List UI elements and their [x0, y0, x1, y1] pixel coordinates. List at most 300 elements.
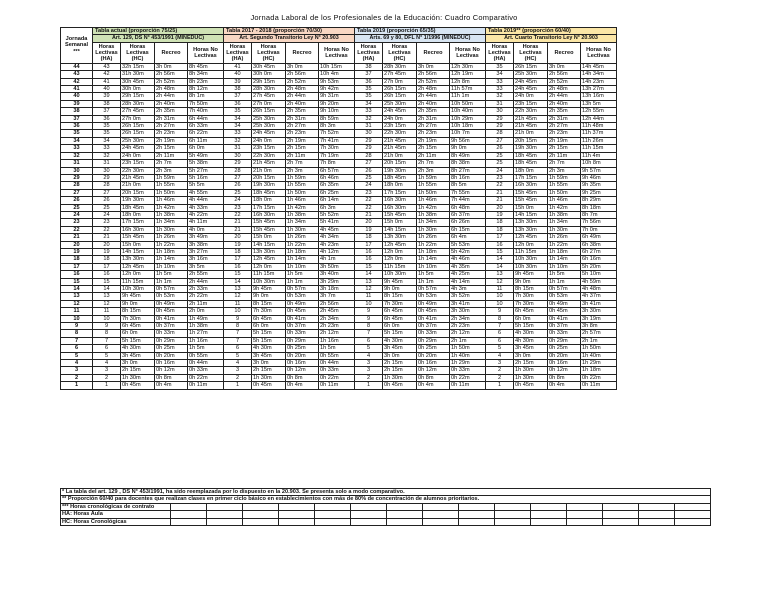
- recreo-cell: 0h 16m: [155, 360, 188, 367]
- no-lectivas-cell: 9h 56m: [450, 137, 486, 144]
- no-lectivas-cell: 12h 30m: [450, 63, 486, 70]
- hours-ha-cell: 34: [224, 123, 252, 130]
- recreo-cell: 2h 40m: [417, 100, 450, 107]
- hours-hc-cell: 25h 30m: [383, 100, 417, 107]
- no-lectivas-cell: 12h 44m: [581, 115, 617, 122]
- recreo-cell: 0h 57m: [286, 286, 319, 293]
- jornada-cell: 21: [61, 234, 93, 241]
- recreo-cell: 2h 19m: [155, 137, 188, 144]
- no-lectivas-cell: 3h 41m: [581, 300, 617, 307]
- hours-hc-cell: 12h 45m: [514, 234, 548, 241]
- note-text: ** Proporción 60/40 para docentes que realizan clases en primer ciclo básico en establecimientos con más de 80% de concentración de alumnos prioritarios.: [61, 496, 711, 503]
- no-lectivas-cell: 2h 44m: [188, 278, 224, 285]
- no-lectivas-cell: 5h 20m: [581, 263, 617, 270]
- header-lectivas-hc: Horas Lectivas (HC): [383, 42, 417, 63]
- no-lectivas-cell: 7h 55m: [450, 189, 486, 196]
- no-lectivas-cell: 3h 30m: [581, 308, 617, 315]
- table-row: [61, 219, 617, 226]
- hours-hc-cell: 8h 15m: [252, 300, 286, 307]
- recreo-cell: 2h 27m: [548, 123, 581, 130]
- recreo-cell: 3h 0m: [286, 63, 319, 70]
- recreo-cell: 0h 12m: [548, 367, 581, 374]
- recreo-cell: 1h 59m: [548, 174, 581, 181]
- no-lectivas-cell: 4h 11m: [188, 219, 224, 226]
- recreo-cell: 1h 38m: [548, 211, 581, 218]
- hours-ha-cell: 14: [486, 256, 514, 263]
- hours-ha-cell: 10: [486, 293, 514, 300]
- recreo-cell: 0h 33m: [155, 330, 188, 337]
- hours-hc-cell: 24h 45m: [121, 145, 155, 152]
- hours-ha-cell: 33: [224, 130, 252, 137]
- hours-hc-cell: 21h 45m: [514, 123, 548, 130]
- hours-hc-cell: 26h 15m: [252, 108, 286, 115]
- hours-ha-cell: 30: [486, 108, 514, 115]
- header-recreo: Recreo: [548, 42, 581, 63]
- hours-hc-cell: 19h 30m: [252, 182, 286, 189]
- header-lectivas-hc: Horas Lectivas (HC): [514, 42, 548, 63]
- hours-hc-cell: 17h 15m: [383, 189, 417, 196]
- recreo-cell: 0h 53m: [417, 293, 450, 300]
- no-lectivas-cell: 10h 4m: [319, 71, 355, 78]
- no-lectivas-cell: 2h 12m: [319, 330, 355, 337]
- recreo-cell: 2h 44m: [548, 93, 581, 100]
- recreo-cell: 0h 29m: [155, 337, 188, 344]
- hours-hc-cell: 2h 15m: [121, 367, 155, 374]
- table-row: [61, 115, 617, 122]
- no-lectivas-cell: 3h 27m: [188, 248, 224, 255]
- note-empty-cell: [171, 518, 207, 525]
- table-row: [61, 323, 617, 330]
- hours-hc-cell: 21h 45m: [383, 137, 417, 144]
- no-lectivas-cell: 9h 53m: [319, 78, 355, 85]
- hours-ha-cell: 33: [486, 86, 514, 93]
- jornada-cell: 30: [61, 167, 93, 174]
- header-no-lectivas: Horas No Lectivas: [450, 42, 486, 63]
- no-lectivas-cell: 1h 40m: [581, 352, 617, 359]
- hours-ha-cell: 40: [224, 71, 252, 78]
- hours-ha-cell: 28: [486, 130, 514, 137]
- hours-ha-cell: 15: [486, 248, 514, 255]
- page-title: Jornada Laboral de los Profesionales de la Educación: Cuadro Comparativo: [250, 13, 518, 22]
- no-lectivas-cell: 11h 15m: [581, 145, 617, 152]
- hours-ha-cell: 1: [224, 382, 252, 389]
- hours-ha-cell: 30: [224, 152, 252, 159]
- hours-hc-cell: 18h 0m: [383, 182, 417, 189]
- no-lectivas-cell: 8h 16m: [450, 174, 486, 181]
- recreo-cell: 2h 7m: [286, 160, 319, 167]
- jornada-cell: 15: [61, 278, 93, 285]
- hours-hc-cell: 7h 30m: [514, 300, 548, 307]
- table-row: [61, 182, 617, 189]
- note-empty-cell: [675, 503, 711, 510]
- hours-ha-cell: 14: [93, 286, 121, 293]
- hours-ha-cell: 30: [93, 167, 121, 174]
- table-row: [61, 241, 617, 248]
- hours-ha-cell: 41: [224, 63, 252, 70]
- hours-ha-cell: 35: [355, 86, 383, 93]
- jornada-cell: 22: [61, 226, 93, 233]
- table-row: [61, 137, 617, 144]
- hours-hc-cell: 3h 45m: [514, 345, 548, 352]
- note-empty-cell: [351, 503, 387, 510]
- jornada-cell: 1: [61, 382, 93, 389]
- no-lectivas-cell: 9h 35m: [581, 182, 617, 189]
- no-lectivas-cell: 2h 55m: [188, 271, 224, 278]
- no-lectivas-cell: 9h 0m: [450, 145, 486, 152]
- hours-hc-cell: 5h 15m: [383, 330, 417, 337]
- no-lectivas-cell: 0h 22m: [319, 374, 355, 381]
- recreo-cell: 2h 31m: [548, 115, 581, 122]
- note-empty-cell: [171, 503, 207, 510]
- no-lectivas-cell: 6h 33m: [188, 123, 224, 130]
- recreo-cell: 0h 33m: [417, 330, 450, 337]
- recreo-cell: 1h 5m: [155, 271, 188, 278]
- no-lectivas-cell: 6h 46m: [319, 174, 355, 181]
- hours-ha-cell: 11: [486, 286, 514, 293]
- note-empty-cell: [495, 518, 531, 525]
- recreo-cell: 2h 15m: [155, 145, 188, 152]
- hours-hc-cell: 21h 0m: [514, 130, 548, 137]
- hours-ha-cell: 37: [93, 108, 121, 115]
- hours-hc-cell: 14h 15m: [514, 211, 548, 218]
- header-lectivas-ha: Horas Lectivas (HA): [93, 42, 121, 63]
- hours-hc-cell: 13h 30m: [383, 234, 417, 241]
- hours-ha-cell: 14: [486, 263, 514, 270]
- hours-ha-cell: 25: [486, 160, 514, 167]
- hours-ha-cell: 9: [355, 315, 383, 322]
- hours-hc-cell: 12h 45m: [121, 263, 155, 270]
- recreo-cell: 1h 14m: [417, 256, 450, 263]
- hours-ha-cell: 6: [224, 345, 252, 352]
- no-lectivas-cell: 4h 3m: [450, 286, 486, 293]
- hours-hc-cell: 22h 30m: [121, 167, 155, 174]
- no-lectivas-cell: 4h 34m: [319, 234, 355, 241]
- hours-ha-cell: 17: [224, 256, 252, 263]
- hours-hc-cell: 9h 0m: [514, 278, 548, 285]
- recreo-cell: 1h 26m: [155, 234, 188, 241]
- hours-ha-cell: 5: [224, 352, 252, 359]
- notes-table: [60, 488, 711, 526]
- hours-ha-cell: 19: [93, 248, 121, 255]
- no-lectivas-cell: 6h 44m: [188, 115, 224, 122]
- note-text: *** Horas cronológicas de contrato: [61, 503, 171, 510]
- recreo-cell: 1h 42m: [286, 204, 319, 211]
- hours-hc-cell: 0h 45m: [514, 382, 548, 389]
- hours-hc-cell: 20h 15m: [121, 189, 155, 196]
- hours-ha-cell: 15: [93, 278, 121, 285]
- recreo-cell: 1h 14m: [155, 256, 188, 263]
- recreo-cell: 1h 22m: [286, 241, 319, 248]
- hours-hc-cell: 25h 30m: [121, 137, 155, 144]
- recreo-cell: 1h 1m: [155, 278, 188, 285]
- no-lectivas-cell: 1h 50m: [581, 345, 617, 352]
- no-lectivas-cell: 6h 3m: [319, 204, 355, 211]
- hours-hc-cell: 3h 45m: [121, 352, 155, 359]
- no-lectivas-cell: 1h 50m: [450, 345, 486, 352]
- note-empty-cell: [603, 518, 639, 525]
- note-empty-cell: [675, 518, 711, 525]
- recreo-cell: 0h 16m: [548, 360, 581, 367]
- hours-hc-cell: 29h 15m: [121, 93, 155, 100]
- hours-ha-cell: 39: [224, 78, 252, 85]
- recreo-cell: 2h 56m: [155, 71, 188, 78]
- jornada-cell: 32: [61, 152, 93, 159]
- hours-ha-cell: 4: [355, 352, 383, 359]
- recreo-cell: 2h 3m: [286, 167, 319, 174]
- recreo-cell: 2h 40m: [286, 100, 319, 107]
- hours-ha-cell: 9: [486, 308, 514, 315]
- recreo-cell: 1h 38m: [417, 211, 450, 218]
- hours-hc-cell: 15h 45m: [514, 189, 548, 196]
- note-text: HA: Horas Aula: [61, 511, 171, 518]
- hours-hc-cell: 3h 0m: [252, 360, 286, 367]
- note-empty-cell: [387, 518, 423, 525]
- table-row: [61, 145, 617, 152]
- hours-hc-cell: 31h 30m: [121, 71, 155, 78]
- no-lectivas-cell: 6h 14m: [319, 197, 355, 204]
- note-empty-cell: [315, 503, 351, 510]
- no-lectivas-cell: 0h 44m: [319, 360, 355, 367]
- recreo-cell: 0h 4m: [155, 382, 188, 389]
- no-lectivas-cell: 10h 7m: [450, 130, 486, 137]
- hours-ha-cell: 36: [355, 78, 383, 85]
- no-lectivas-cell: 5h 49m: [188, 152, 224, 159]
- table-row: [61, 93, 617, 100]
- recreo-cell: 1h 50m: [548, 189, 581, 196]
- hours-hc-cell: 18h 45m: [514, 152, 548, 159]
- note-empty-cell: [207, 511, 243, 518]
- hours-ha-cell: 16: [93, 271, 121, 278]
- note-empty-cell: [639, 511, 675, 518]
- hours-hc-cell: 9h 45m: [121, 293, 155, 300]
- jornada-cell: 35: [61, 130, 93, 137]
- no-lectivas-cell: 2h 12m: [450, 330, 486, 337]
- recreo-cell: 2h 35m: [286, 108, 319, 115]
- recreo-cell: 1h 50m: [417, 189, 450, 196]
- section-title-2: Tabla 2017 - 2018 (proporción 70/30): [224, 28, 355, 35]
- jornada-cell: 33: [61, 145, 93, 152]
- hours-ha-cell: 7: [355, 330, 383, 337]
- hours-ha-cell: 34: [355, 100, 383, 107]
- hours-ha-cell: 13: [93, 293, 121, 300]
- recreo-cell: 0h 4m: [417, 382, 450, 389]
- table-row: [61, 367, 617, 374]
- note-empty-cell: [243, 503, 279, 510]
- hours-ha-cell: 35: [355, 93, 383, 100]
- hours-hc-cell: 8h 15m: [514, 286, 548, 293]
- hours-hc-cell: 9h 0m: [252, 293, 286, 300]
- hours-hc-cell: 15h 0m: [383, 219, 417, 226]
- recreo-cell: 2h 56m: [548, 71, 581, 78]
- note-empty-cell: [603, 503, 639, 510]
- recreo-cell: 1h 46m: [286, 197, 319, 204]
- no-lectivas-cell: 6h 35m: [319, 182, 355, 189]
- recreo-cell: 1h 30m: [417, 226, 450, 233]
- hours-ha-cell: 18: [486, 219, 514, 226]
- hours-hc-cell: 23h 15m: [121, 160, 155, 167]
- hours-hc-cell: 30h 0m: [252, 71, 286, 78]
- jornada-cell: 36: [61, 123, 93, 130]
- hours-ha-cell: 7: [93, 337, 121, 344]
- no-lectivas-cell: 3h 38m: [188, 241, 224, 248]
- table-row: [61, 374, 617, 381]
- no-lectivas-cell: 3h 30m: [450, 308, 486, 315]
- hours-hc-cell: 27h 45m: [252, 93, 286, 100]
- note-row: [61, 503, 711, 510]
- no-lectivas-cell: 0h 22m: [188, 374, 224, 381]
- hours-hc-cell: 17h 15m: [252, 204, 286, 211]
- no-lectivas-cell: 8h 49m: [450, 152, 486, 159]
- header-jornada: Jornada Semanal ***: [61, 28, 93, 64]
- hours-ha-cell: 2: [486, 367, 514, 374]
- no-lectivas-cell: 8h 34m: [188, 71, 224, 78]
- recreo-cell: 1h 10m: [155, 263, 188, 270]
- jornada-cell: 6: [61, 345, 93, 352]
- jornada-cell: 34: [61, 137, 93, 144]
- jornada-cell: 26: [61, 197, 93, 204]
- no-lectivas-cell: 1h 16m: [319, 337, 355, 344]
- hours-ha-cell: 7: [224, 330, 252, 337]
- header-no-lectivas: Horas No Lectivas: [319, 42, 355, 63]
- no-lectivas-cell: 7h 52m: [319, 130, 355, 137]
- no-lectivas-cell: 0h 11m: [319, 382, 355, 389]
- no-lectivas-cell: 4h 45m: [319, 226, 355, 233]
- no-lectivas-cell: 2h 34m: [450, 315, 486, 322]
- note-row: [61, 496, 711, 503]
- hours-hc-cell: 6h 0m: [252, 323, 286, 330]
- section-law-1: Art. 129, DS N° 453/1991 (MINEDUC): [93, 35, 224, 42]
- hours-ha-cell: 30: [355, 130, 383, 137]
- hours-hc-cell: 20h 15m: [514, 137, 548, 144]
- hours-hc-cell: 8h 15m: [121, 308, 155, 315]
- no-lectivas-cell: 6h 37m: [450, 211, 486, 218]
- no-lectivas-cell: 9h 46m: [581, 174, 617, 181]
- hours-ha-cell: 32: [224, 137, 252, 144]
- note-empty-cell: [459, 503, 495, 510]
- hours-hc-cell: 20h 15m: [252, 174, 286, 181]
- hours-ha-cell: 39: [93, 93, 121, 100]
- no-lectivas-cell: 12h 55m: [581, 108, 617, 115]
- recreo-cell: 0h 57m: [548, 286, 581, 293]
- no-lectivas-cell: 5h 27m: [188, 167, 224, 174]
- hours-ha-cell: 28: [93, 182, 121, 189]
- no-lectivas-cell: 2h 1m: [450, 337, 486, 344]
- note-text: HC: Horas Cronológicas: [61, 518, 171, 525]
- no-lectivas-cell: 3h 7m: [319, 293, 355, 300]
- no-lectivas-cell: 9h 20m: [319, 100, 355, 107]
- note-row: [61, 518, 711, 525]
- note-empty-cell: [243, 511, 279, 518]
- hours-hc-cell: 10h 30m: [252, 278, 286, 285]
- hours-hc-cell: 16h 30m: [514, 182, 548, 189]
- note-empty-cell: [567, 503, 603, 510]
- hours-ha-cell: 13: [224, 286, 252, 293]
- hours-hc-cell: 3h 0m: [514, 352, 548, 359]
- recreo-cell: 2h 52m: [548, 78, 581, 85]
- hours-ha-cell: 43: [93, 63, 121, 70]
- jornada-cell: 24: [61, 211, 93, 218]
- hours-ha-cell: 5: [486, 345, 514, 352]
- table-row: [61, 256, 617, 263]
- recreo-cell: 0h 8m: [548, 374, 581, 381]
- recreo-cell: 0h 25m: [155, 345, 188, 352]
- hours-ha-cell: 26: [93, 197, 121, 204]
- hours-hc-cell: 10h 30m: [121, 286, 155, 293]
- no-lectivas-cell: 8h 3m: [319, 123, 355, 130]
- recreo-cell: 2h 15m: [417, 145, 450, 152]
- hours-hc-cell: 29h 15m: [252, 78, 286, 85]
- recreo-cell: 1h 22m: [155, 241, 188, 248]
- hours-ha-cell: 1: [486, 382, 514, 389]
- jornada-cell: 4: [61, 360, 93, 367]
- hours-hc-cell: 13h 30m: [514, 226, 548, 233]
- no-lectivas-cell: 3h 40m: [319, 271, 355, 278]
- jornada-cell: 43: [61, 71, 93, 78]
- hours-ha-cell: 31: [224, 145, 252, 152]
- hours-hc-cell: 4h 30m: [383, 337, 417, 344]
- hours-hc-cell: 12h 45m: [252, 256, 286, 263]
- hours-ha-cell: 13: [486, 271, 514, 278]
- hours-hc-cell: 3h 0m: [121, 360, 155, 367]
- no-lectivas-cell: 5h 52m: [319, 211, 355, 218]
- hours-ha-cell: 8: [355, 323, 383, 330]
- section-title-3: Tabla 2019 (proporción 65/35): [355, 28, 486, 35]
- hours-ha-cell: 1: [93, 382, 121, 389]
- hours-hc-cell: 17h 15m: [121, 219, 155, 226]
- recreo-cell: 1h 55m: [417, 182, 450, 189]
- hours-ha-cell: 6: [355, 337, 383, 344]
- hours-ha-cell: 14: [355, 271, 383, 278]
- no-lectivas-cell: 3h 49m: [188, 234, 224, 241]
- recreo-cell: 0h 12m: [155, 367, 188, 374]
- no-lectivas-cell: 5h 38m: [188, 160, 224, 167]
- recreo-cell: 0h 25m: [548, 345, 581, 352]
- no-lectivas-cell: 0h 22m: [581, 374, 617, 381]
- no-lectivas-cell: 1h 5m: [319, 345, 355, 352]
- table-row: [61, 337, 617, 344]
- hours-ha-cell: 3: [486, 360, 514, 367]
- no-lectivas-cell: 11h 26m: [581, 137, 617, 144]
- no-lectivas-cell: 4h 23m: [319, 241, 355, 248]
- hours-ha-cell: 13: [355, 278, 383, 285]
- hours-hc-cell: 13h 30m: [514, 219, 548, 226]
- recreo-cell: 0h 29m: [417, 337, 450, 344]
- hours-ha-cell: 25: [224, 189, 252, 196]
- no-lectivas-cell: 6h 15m: [450, 226, 486, 233]
- hours-ha-cell: 11: [93, 308, 121, 315]
- recreo-cell: 1h 59m: [286, 174, 319, 181]
- no-lectivas-cell: 1h 27m: [188, 330, 224, 337]
- recreo-cell: 0h 41m: [286, 315, 319, 322]
- no-lectivas-cell: 5h 42m: [450, 248, 486, 255]
- recreo-cell: 1h 26m: [548, 234, 581, 241]
- no-lectivas-cell: 4h 1m: [319, 256, 355, 263]
- note-empty-cell: [495, 503, 531, 510]
- hours-hc-cell: 0h 45m: [252, 382, 286, 389]
- table-row: [61, 360, 617, 367]
- jornada-cell: 7: [61, 337, 93, 344]
- recreo-cell: 2h 52m: [155, 78, 188, 85]
- hours-hc-cell: 4h 30m: [514, 337, 548, 344]
- no-lectivas-cell: 11h 57m: [450, 86, 486, 93]
- header-no-lectivas: Horas No Lectivas: [581, 42, 617, 63]
- hours-hc-cell: 16h 30m: [383, 197, 417, 204]
- no-lectivas-cell: 9h 25m: [581, 189, 617, 196]
- hours-hc-cell: 10h 30m: [514, 256, 548, 263]
- no-lectivas-cell: 4h 44m: [188, 197, 224, 204]
- hours-hc-cell: 9h 45m: [252, 286, 286, 293]
- table-row: [61, 263, 617, 270]
